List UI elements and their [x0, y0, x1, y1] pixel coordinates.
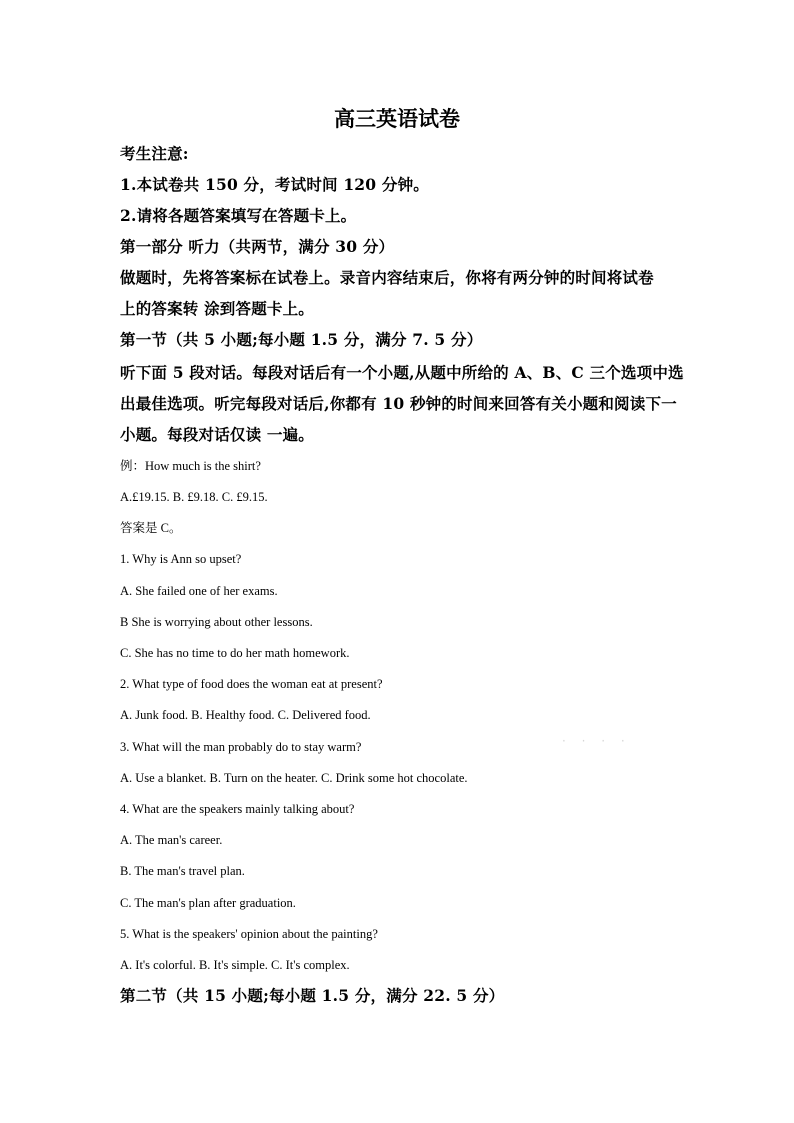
- part1-instruction-line-1: 做题时，先将答案标在试卷上。录音内容结束后，你将有两分钟的时间将试卷: [120, 268, 654, 287]
- question-5: 5. What is the speakers' opinion about the painting?: [120, 927, 378, 941]
- question-3: 3. What will the man probably do to stay warm?: [120, 740, 362, 754]
- question-3-options: A. Use a blanket. B. Turn on the heater. C. Drink some hot chocolate.: [120, 771, 468, 785]
- notice-heading: 考生注意:: [120, 144, 189, 163]
- example-question: 例：How much is the shirt?: [120, 459, 261, 473]
- notice-item-2: 2.请将各题答案填写在答题卡上。: [120, 206, 357, 225]
- question-4-option-c: C. The man's plan after graduation.: [120, 896, 296, 910]
- question-2: 2. What type of food does the woman eat at present?: [120, 677, 383, 691]
- section1-heading: 第一节（共 5 小题;每小题 1.5 分，满分 7. 5 分）: [120, 330, 483, 349]
- question-4: 4. What are the speakers mainly talking about?: [120, 802, 355, 816]
- question-1-option-a: A. She failed one of her exams.: [120, 584, 278, 598]
- section1-instruction-line-3: 小题。每段对话仅读 一遍。: [120, 425, 314, 444]
- question-5-options: A. It's colorful. B. It's simple. C. It's complex.: [120, 958, 350, 972]
- notice-item-1: 1.本试卷共 150 分，考试时间 120 分钟。: [120, 175, 429, 194]
- exam-title: 高三英语试卷: [334, 106, 460, 131]
- section1-instruction-line-1: 听下面 5 段对话。每段对话后有一个小题,从题中所给的 A、B、C 三个选项中选: [120, 363, 684, 382]
- example-options: A.£19.15. B. £9.18. C. £9.15.: [120, 490, 268, 504]
- question-4-option-a: A. The man's career.: [120, 833, 223, 847]
- question-1-option-b: B She is worrying about other lessons.: [120, 615, 313, 629]
- question-4-option-b: B. The man's travel plan.: [120, 864, 245, 878]
- faint-watermark: · · · ·: [562, 734, 631, 748]
- question-1-option-c: C. She has no time to do her math homework.: [120, 646, 350, 660]
- question-2-options: A. Junk food. B. Healthy food. C. Delivered food.: [120, 708, 371, 722]
- example-answer: 答案是 C。: [120, 521, 182, 535]
- section2-heading: 第二节（共 15 小题;每小题 1.5 分，满分 22. 5 分）: [120, 986, 505, 1005]
- part1-heading: 第一部分 听力（共两节，满分 30 分）: [120, 237, 395, 256]
- question-1: 1. Why is Ann so upset?: [120, 552, 242, 566]
- part1-instruction-line-2: 上的答案转 涂到答题卡上。: [120, 299, 314, 318]
- section1-instruction-line-2: 出最佳选项。听完每段对话后,你都有 10 秒钟的时间来回答有关小题和阅读下一: [120, 394, 677, 413]
